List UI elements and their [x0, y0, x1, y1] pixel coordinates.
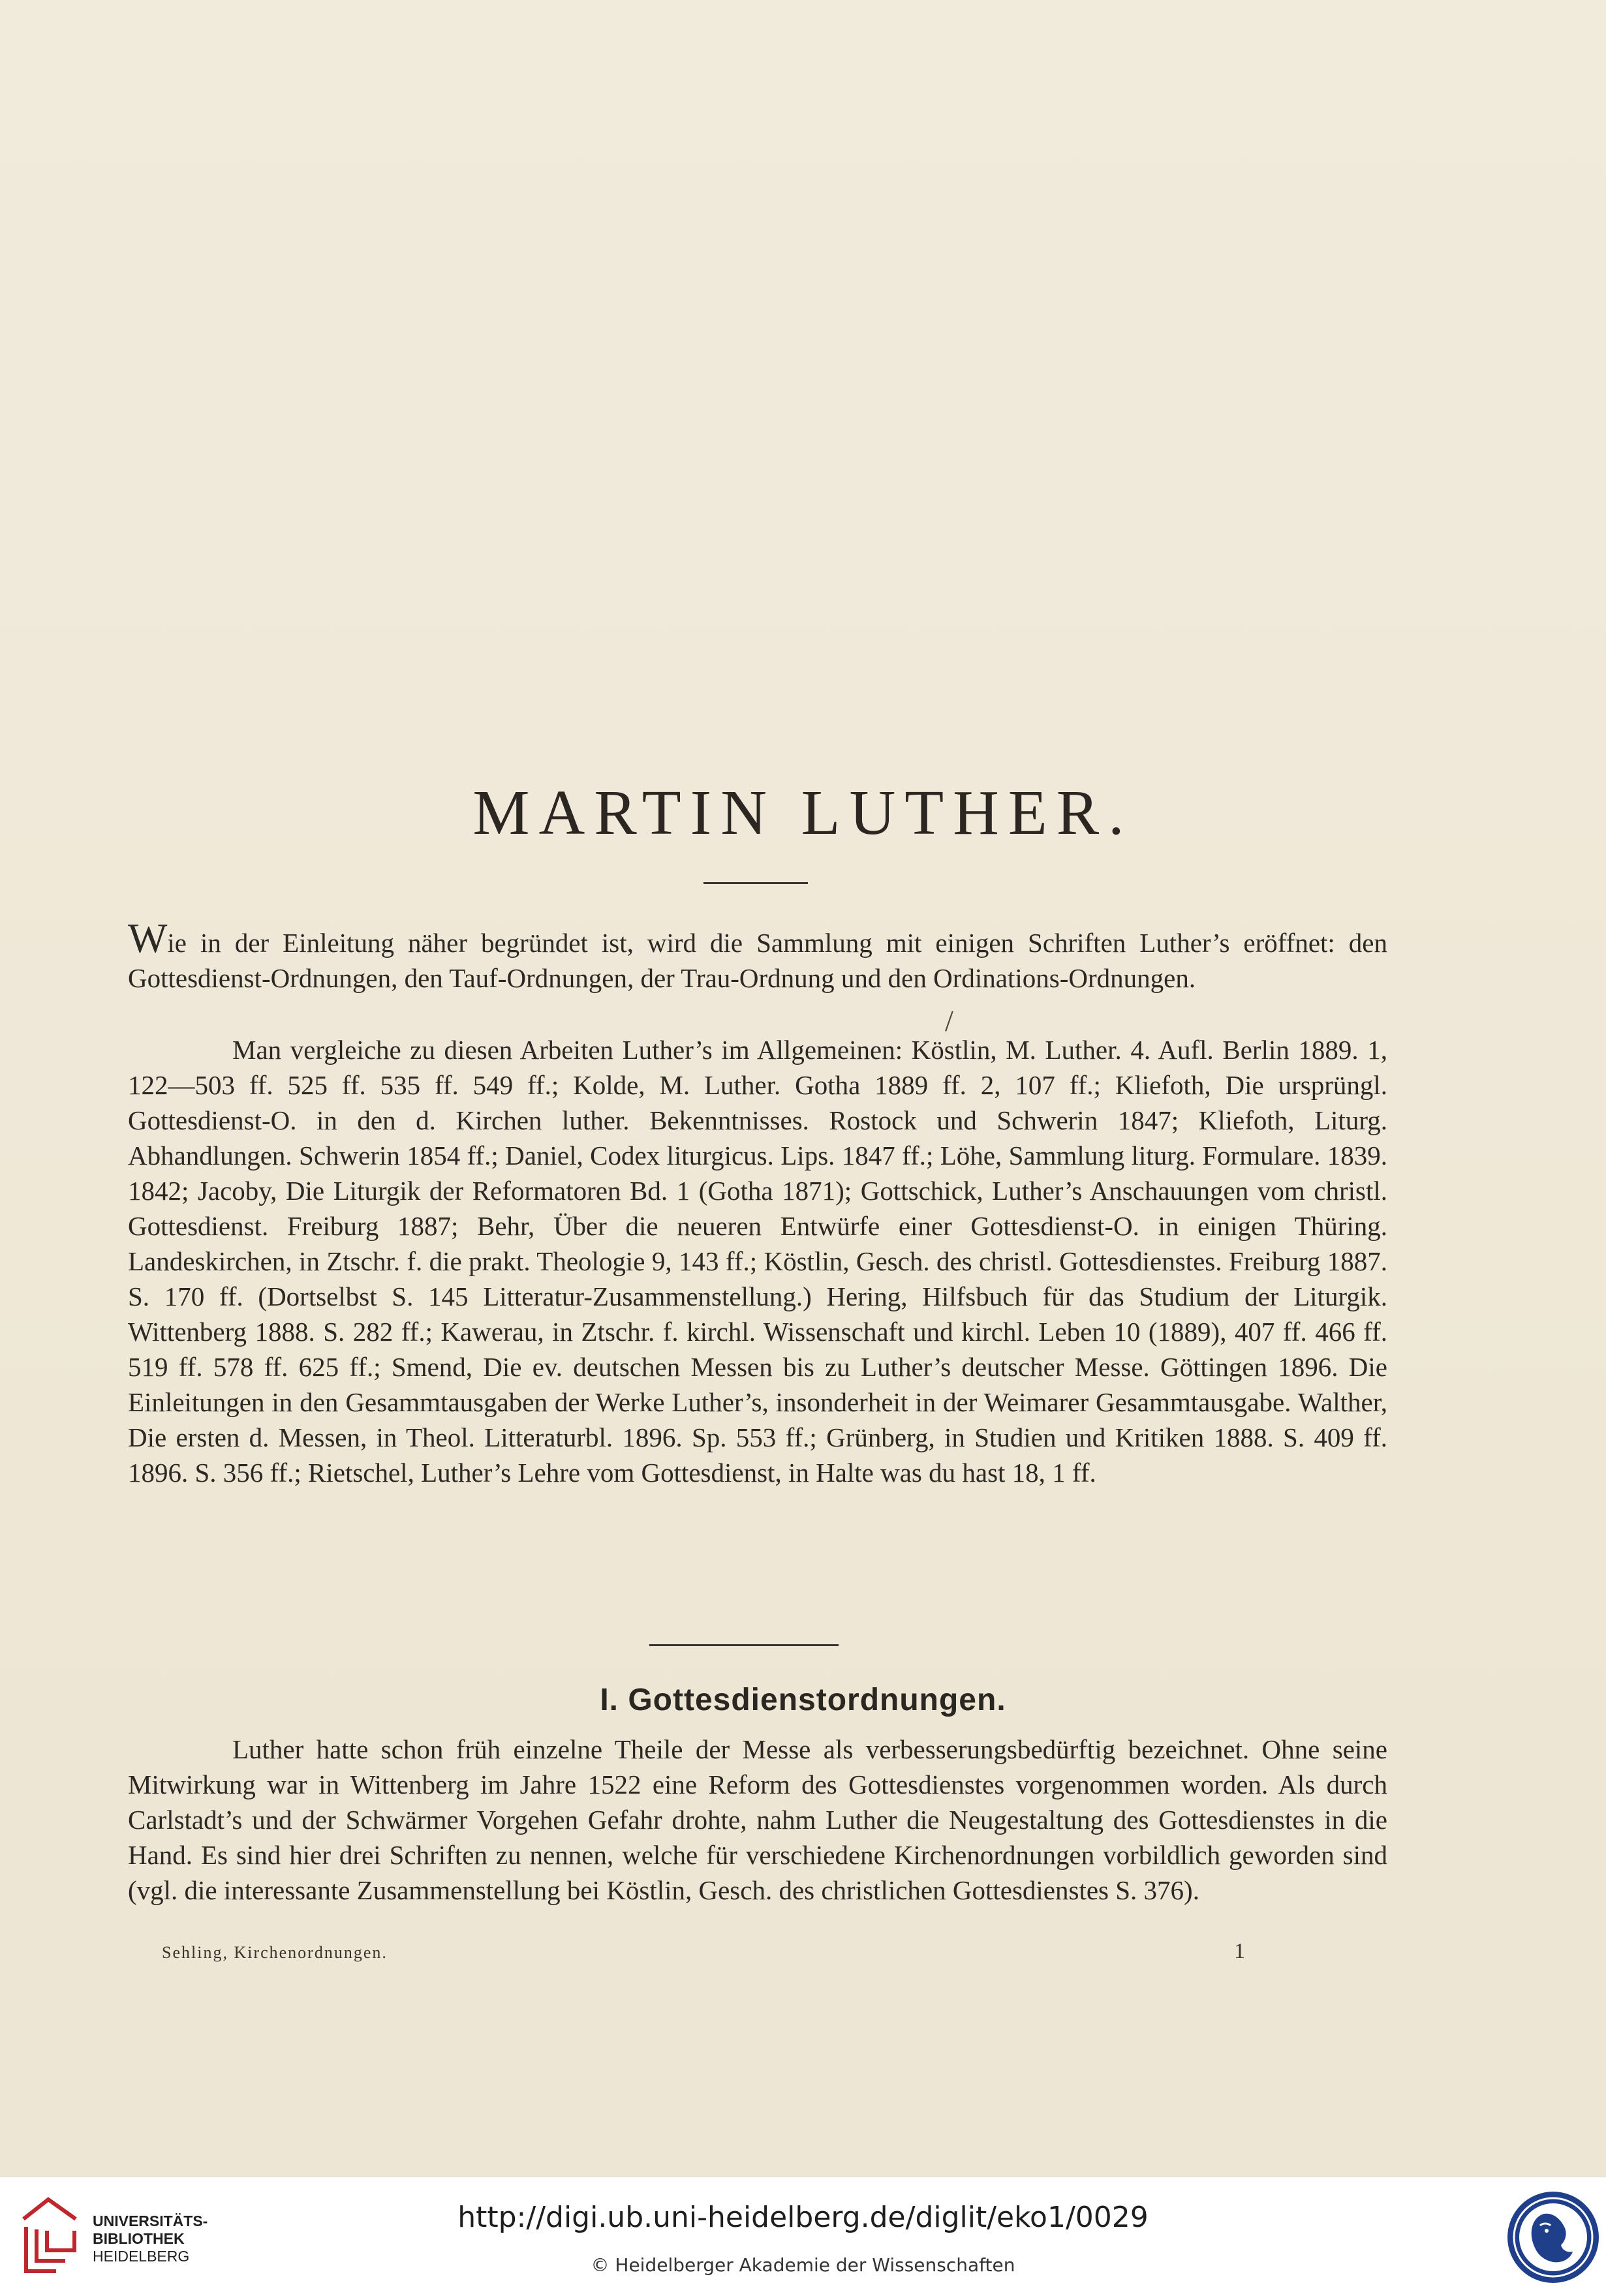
section-paragraph: Luther hatte schon früh einzelne Theile der Messe als verbesserungsbedürftig bezeichnet. Ohne seine Mitwirkung war in Wittenberg im Jahre 1522 eine Reform des Gottesdienstes vorgenommen worden. Als durch Carlstadt’s und der Schwärmer Vorgehen Gefahr drohte, nahm Luther die Neugestaltung des Gottesdienstes in die Hand. Es sind hier drei Schriften zu nennen, welche für verschiedene Kirchenordnungen vorbildlich geworden sind (vgl. die interessante Zusammenstellung bei Köstlin, Gesch. des christlichen Gottesdienstes S. 376).: [128, 1734, 1387, 1905]
library-name-line2: BIBLIOTHEK: [93, 2230, 185, 2247]
document-title: MARTIN LUTHER.: [472, 778, 1134, 848]
document-url-link[interactable]: http://digi.ub.uni-heidelberg.de/diglit/eko1/0029: [457, 2201, 1149, 2234]
title-divider: [703, 882, 808, 884]
intro-paragraph: [128, 915, 1387, 996]
section-divider: [649, 1644, 839, 1646]
viewer-footer-bar: [0, 2177, 1606, 2296]
footer-source: Sehling, Kirchenordnungen.: [162, 1943, 388, 1962]
bibliography-paragraph: Man vergleiche zu diesen Arbeiten Luther’s im Allgemeinen: Köstlin, M. Luther. 4. Aufl. Berlin 1889. 1, 122—503 ff. 525 ff. 535 ff. 549 ff.; Kolde, M. Luther. Gotha 1889 ff. 2, 107 ff.; Kliefoth, Die ursprüngl. Gottesdienst-O. in den d. Kirchen luther. Bekenntnisses. Rostock und Schwerin 1847; Kliefoth, Liturg. Abhandlungen. Schwerin 1854 ff.; Daniel, Codex liturgicus. Lips. 1847 ff.; Löhe, Sammlung liturg. Formulare. 1839. 1842; Jacoby, Die Liturgik der Reformatoren Bd. 1 (Gotha 1871); Gottschick, Luther’s Anschauungen vom christl. Gottesdienst. Freiburg 1887; Behr, Über die neueren Entwürfe einer Gottesdienst-O. in einigen Thüring. Landeskirchen, in Ztschr. f. die prakt. Theologie 9, 143 ff.; Köstlin, Gesch. des christl. Gottesdienstes. Freiburg 1887. S. 170 ff. (Dortselbst S. 145 Litteratur-Zusammenstellung.) Hering, Hilfsbuch für das Studium der Liturgik. Wittenberg 1888. S. 282 ff.; Kawerau, in Ztschr. f. kirchl. Wissenschaft und kirchl. Leben 10 (1889), 407 ff. 466 ff. 519 ff. 578 ff. 625 ff.; Smend, Die ev. deutschen Messen bis zu Luther’s deutscher Messe. Göttingen 1896. Die Einleitungen in den Gesammtausgaben der Werke Luther’s, insonderheit in der Weimarer Gesammtausgabe. Walther, Die ersten d. Messen, in Theol. Litteraturbl. 1896. Sp. 553 ff.; Grünberg, in Studien und Kritiken 1888. S. 409 ff. 1896. S. 356 ff.; Rietschel, Luther’s Lehre vom Gottesdienst, in Halte was du hast 18, 1 ff.: [128, 1035, 1387, 1488]
library-name-line3: HEIDELBERG: [93, 2248, 190, 2265]
page-footer: [162, 1939, 1245, 1963]
page-number: 1: [1234, 1939, 1245, 1963]
copyright-notice: © Heidelberger Akademie der Wissenschaften: [591, 2254, 1015, 2276]
intro-text: ie in der Einleitung näher begründet ist, wird die Sammlung mit einigen Schriften Luther’s eröffnet: den Gottesdienst-Ordnungen, den Tauf-Ordnungen, der Trau-Ordnung und den Ordinations-Ordnungen.: [128, 928, 1387, 993]
stray-mark: /: [945, 1004, 953, 1037]
drop-cap: W: [128, 915, 168, 961]
academy-seal-icon[interactable]: [1505, 2189, 1601, 2286]
library-name-line1: UNIVERSITÄTS-: [93, 2212, 208, 2229]
section-heading: I. Gottesdienstordnungen.: [600, 1683, 1006, 1717]
